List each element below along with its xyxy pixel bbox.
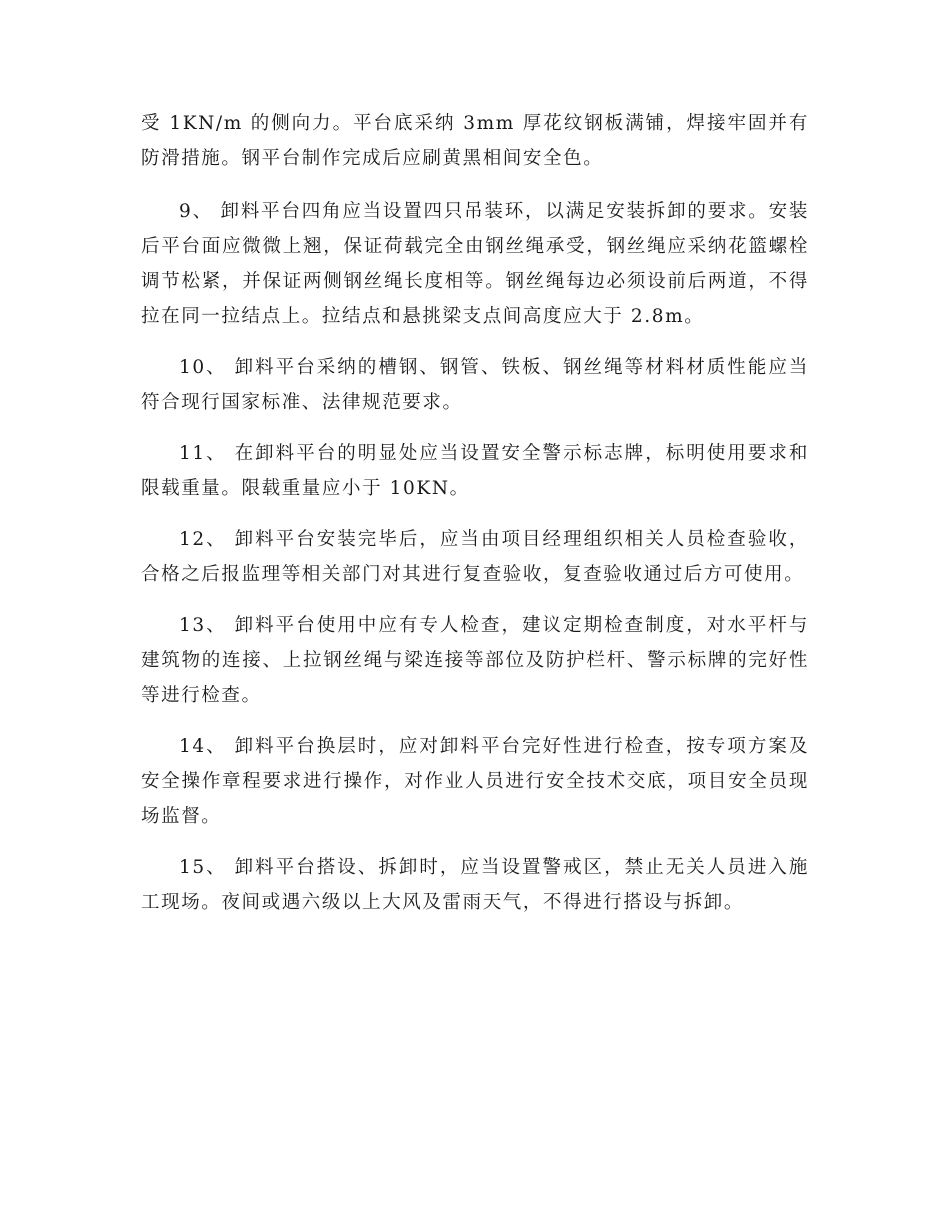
- paragraph-item-13: 13、 卸料平台使用中应有专人检查，建议定期检查制度，对水平杆与建筑物的连接、上拉钢丝绳与梁连接等部位及防护栏杆、警示标牌的完好性等进行检查。: [141, 615, 809, 706]
- paragraph-item-9: 9、 卸料平台四角应当设置四只吊装环，以满足安装拆卸的要求。安装后平台面应微微上翘，保证荷载完全由钢丝绳承受，钢丝绳应采纳花篮螺栓调节松紧，并保证两侧钢丝绳长度相等。钢丝绳每边必须设前后两道，不得拉在同一拉结点上。拉结点和悬挑梁支点间高度应大于 2.8m。: [141, 201, 809, 327]
- document-body: [141, 106, 809, 936]
- paragraph-item-11: 11、 在卸料平台的明显处应当设置安全警示标志牌，标明使用要求和限载重量。限载重量应小于 10KN。: [141, 443, 809, 499]
- paragraph-continued: 受 1KN/m 的侧向力。平台底采纳 3mm 厚花纹钢板满铺，焊接牢固并有防滑措施。钢平台制作完成后应刷黄黑相间安全色。: [141, 113, 809, 169]
- paragraph-item-14: 14、 卸料平台换层时，应对卸料平台完好性进行检查，按专项方案及安全操作章程要求进行操作，对作业人员进行安全技术交底，项目安全员现场监督。: [141, 736, 809, 827]
- paragraph-item-12: 12、 卸料平台安装完毕后，应当由项目经理组织相关人员检查验收，合格之后报监理等相关部门对其进行复查验收，复查验收通过后方可使用。: [141, 529, 809, 585]
- paragraph-item-10: 10、 卸料平台采纳的槽钢、钢管、铁板、钢丝绳等材料材质性能应当符合现行国家标准、法律规范要求。: [141, 357, 809, 413]
- paragraph-item-15: 15、 卸料平台搭设、拆卸时，应当设置警戒区，禁止无关人员进入施工现场。夜间或遇六级以上大风及雷雨天气，不得进行搭设与拆卸。: [141, 857, 809, 913]
